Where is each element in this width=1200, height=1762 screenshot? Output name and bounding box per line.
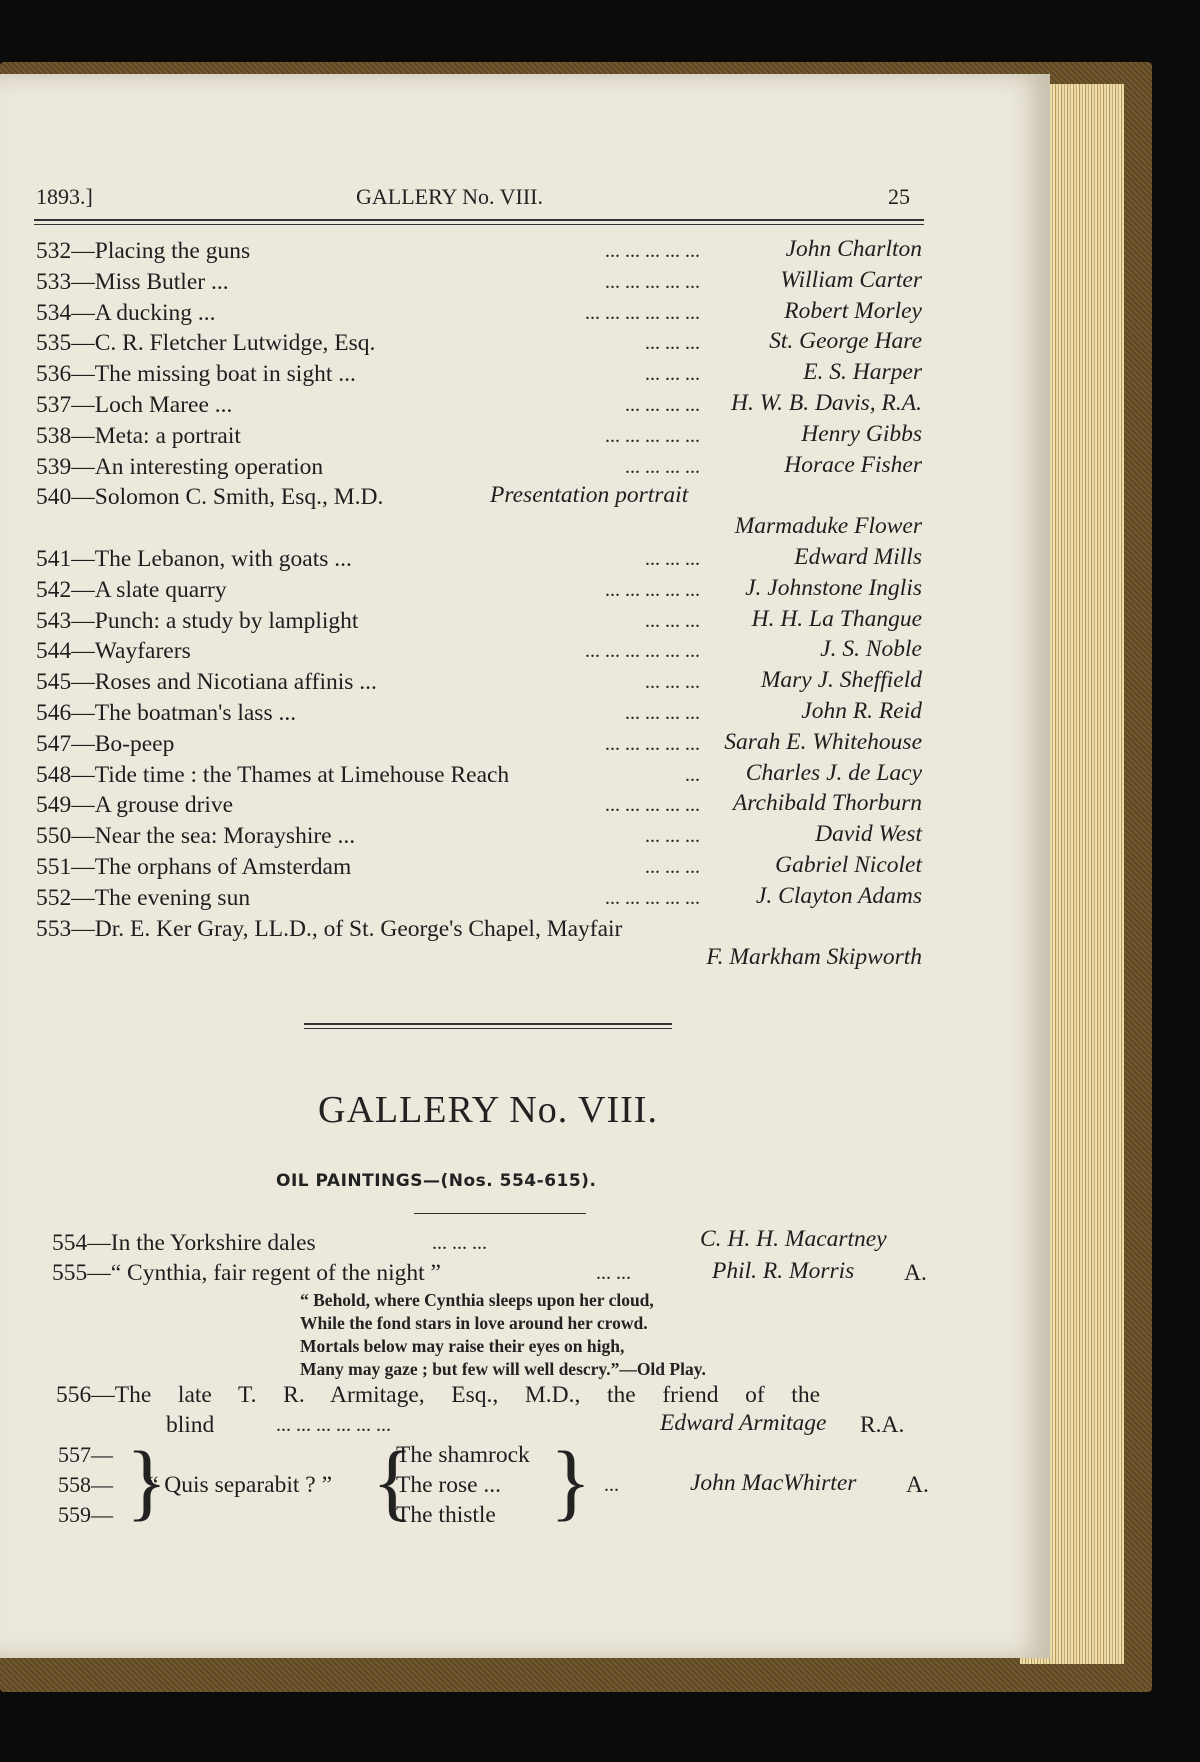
entry-artist: J. S. Noble (820, 636, 922, 663)
entry-title: 541—The Lebanon, with goats ... (36, 546, 352, 572)
entry-artist: Horace Fisher (784, 451, 922, 478)
entry-title: 534—A ducking ... (36, 299, 216, 326)
entry-554-dots: ... ... ... (432, 1232, 487, 1254)
entry-leader-dots: ... ... ... ... ... (605, 240, 700, 262)
header-year: 1893.] (36, 184, 93, 209)
entry-artist: John R. Reid (801, 698, 922, 724)
quote-line-4: Many may gaze ; but few will well descry.”—Old Play. (300, 1359, 706, 1379)
entry-artist: Henry Gibbs (801, 420, 922, 447)
entry-leader-dots: ... ... ... (645, 856, 700, 878)
entry-artist: David West (815, 821, 922, 848)
entry-title: 545—Roses and Nicotiana affinis ... (36, 669, 377, 696)
entry-title: 536—The missing boat in sight ... (36, 361, 356, 388)
group-motto: “ Quis separabit ? ” (148, 1472, 333, 1498)
entry-artist: J. Johnstone Inglis (745, 574, 922, 601)
entry-artist: William Carter (780, 266, 922, 293)
items-open-brace: { (372, 1433, 414, 1529)
entry-artist: Gabriel Nicolet (775, 852, 922, 878)
entry-title: 540—Solomon C. Smith, Esq., M.D. (36, 484, 384, 511)
entry-leader-dots: ... ... ... ... ... ... (585, 640, 700, 663)
header-rule-thin (34, 224, 924, 225)
entry-title: 535—C. R. Fletcher Lutwidge, Esq. (36, 330, 376, 357)
entry-title: 552—The evening sun (36, 884, 251, 911)
entry-leader-dots: ... ... ... (645, 548, 700, 570)
entry-artist: Mary J. Sheffield (760, 667, 922, 694)
entry-artist: Presentation portrait (490, 482, 689, 509)
entry-title: 550—Near the sea: Morayshire ... (36, 823, 356, 850)
entry-artist: Archibald Thorburn (732, 790, 922, 817)
entry-title: 548—Tide time : the Thames at Limehouse Reach (36, 761, 510, 788)
entry-leader-dots: ... ... ... ... ... (605, 424, 700, 447)
entry-leader-dots: ... ... ... ... ... (605, 794, 700, 817)
entry-title: 547—Bo-peep (36, 730, 175, 757)
entry-title: 549—A grouse drive (36, 792, 234, 819)
entry-artist: Robert Morley (784, 297, 922, 324)
group-dots: ... (604, 1474, 619, 1496)
entry-leader-dots: ... ... ... (645, 825, 700, 848)
page-number: 25 (888, 184, 910, 209)
entry-artist: Sarah E. Whitehouse (724, 728, 922, 755)
entry-title: 533—Miss Butler ... (36, 268, 229, 295)
entry-555-title: 555—“ Cynthia, fair regent of the night ” (52, 1260, 441, 1286)
entry-artist: Marmaduke Flower (734, 513, 922, 540)
gallery-subtitle: OIL PAINTINGS—(Nos. 554-615). (276, 1171, 597, 1191)
group-artist-suffix: A. (906, 1472, 929, 1498)
entry-title: 539—An interesting operation (36, 453, 324, 480)
entry-557-number: 557— (58, 1442, 113, 1467)
entry-artist: J. Clayton Adams (755, 882, 922, 909)
entry-artist: Charles J. de Lacy (745, 759, 922, 786)
entry-title: 538—Meta: a portrait (36, 422, 241, 449)
entry-555-dots: ... ... (596, 1262, 631, 1284)
entry-leader-dots: ... ... ... ... (625, 455, 700, 478)
entry-title: 544—Wayfarers (36, 638, 191, 665)
left-brace: } (126, 1433, 168, 1529)
entry-559-number: 559— (58, 1502, 113, 1527)
entry-title: 537—Loch Maree ... (36, 392, 233, 418)
entry-leader-dots: ... ... ... ... ... (605, 270, 700, 293)
entry-554-title: 554—In the Yorkshire dales (52, 1230, 316, 1256)
quote-line-3: Mortals below may raise their eyes on high, (300, 1336, 625, 1356)
section-divider (304, 1023, 672, 1025)
entry-556-dots: ... ... ... ... ... ... (276, 1414, 391, 1436)
entry-leader-dots: ... ... ... ... ... (605, 886, 700, 909)
quote-line-2: While the fond stars in love around her crowd. (300, 1313, 648, 1333)
entry-leader-dots: ... (685, 763, 700, 786)
entry-artist: St. George Hare (769, 328, 922, 355)
entry-556-title-cont: blind (166, 1412, 215, 1438)
entry-555-artist: Phil. R. Morris (712, 1258, 855, 1284)
entry-artist: E. S. Harper (803, 359, 922, 386)
entry-leader-dots: ... ... ... (645, 671, 700, 694)
entry-leader-dots: ... ... ... ... (625, 394, 700, 416)
entry-artist: H. H. La Thangue (751, 605, 922, 632)
entry-artist: F. Markham Skipworth (706, 944, 922, 971)
quote-line-1: “ Behold, where Cynthia sleeps upon her cloud, (300, 1290, 654, 1310)
header-title: GALLERY No. VIII. (356, 184, 543, 209)
entry-555-suffix: A. (904, 1260, 927, 1286)
group-artist: John MacWhirter (690, 1470, 857, 1496)
group-item-thistle: The thistle (396, 1502, 496, 1528)
entry-leader-dots: ... ... ... ... ... (605, 732, 700, 755)
gallery-title: GALLERY No. VIII. (318, 1089, 658, 1131)
entry-title: 532—Placing the guns (36, 238, 251, 264)
entry-artist: John Charlton (785, 236, 922, 262)
entry-leader-dots: ... ... ... (645, 332, 700, 355)
entry-title: 543—Punch: a study by lamplight (36, 607, 359, 634)
entry-leader-dots: ... ... ... ... (625, 702, 700, 724)
entry-leader-dots: ... ... ... ... ... ... (585, 301, 700, 324)
subtitle-rule (414, 1213, 586, 1214)
entry-556-artist: Edward Armitage (660, 1410, 827, 1436)
entry-artist: H. W. B. Davis, R.A. (730, 390, 922, 416)
entry-artist: Edward Mills (794, 544, 922, 570)
entry-leader-dots: ... ... ... (645, 363, 700, 386)
entry-title: 551—The orphans of Amsterdam (36, 854, 352, 880)
group-item-rose: The rose ... (396, 1472, 502, 1498)
entry-556-suffix: R.A. (860, 1412, 905, 1438)
entry-title: 542—A slate quarry (36, 576, 227, 603)
entry-title: 553—Dr. E. Ker Gray, LL.D., of St. George's Chapel, Mayfair (36, 915, 623, 942)
section-divider-thin (304, 1028, 672, 1029)
items-close-brace: } (550, 1433, 592, 1529)
header-rule (34, 219, 924, 221)
entry-leader-dots: ... ... ... ... ... (605, 578, 700, 601)
entry-leader-dots: ... ... ... (645, 609, 700, 632)
entry-558-number: 558— (58, 1472, 113, 1497)
entry-556-title: 556—The late T. R. Armitage, Esq., M.D., the friend of the (56, 1382, 820, 1408)
group-item-shamrock: The shamrock (396, 1442, 530, 1468)
entry-title: 546—The boatman's lass ... (36, 700, 297, 726)
entry-554-artist: C. H. H. Macartney (700, 1226, 887, 1252)
